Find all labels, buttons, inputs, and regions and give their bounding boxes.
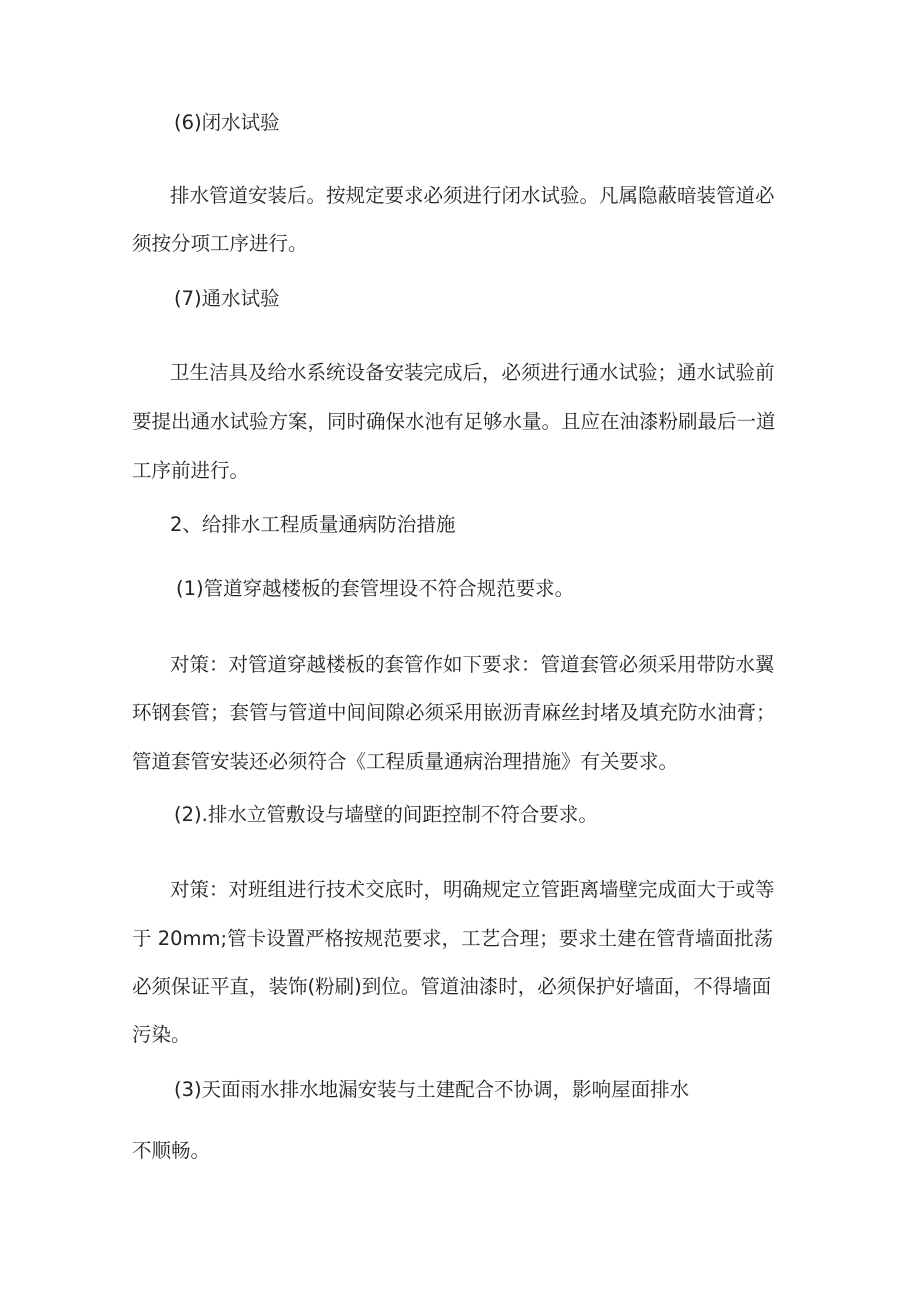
paragraph-line: 对策：对班组进行技术交底时，明确规定立管距离墙壁完成面大于或等 bbox=[170, 878, 775, 901]
paragraph-line: 排水管道安装后。按规定要求必须进行闭水试验。凡属隐蔽暗装管道必 bbox=[170, 184, 775, 207]
issue-heading: (3)天面雨水排水地漏安装与土建配合不协调，影响屋面排水 bbox=[174, 1078, 690, 1101]
paragraph-line: 卫生洁具及给水系统设备安装完成后，必须进行通水试验；通水试验前 bbox=[170, 361, 775, 384]
issue-heading: (2).排水立管敷设与墙壁的间距控制不符合要求。 bbox=[174, 803, 598, 826]
subheading-water-flow-test: (7)通水试验 bbox=[174, 287, 280, 310]
issue-heading: (1)管道穿越楼板的套管埋设不符合规范要求。 bbox=[176, 577, 575, 600]
section-heading: 2、给排水工程质量通病防治措施 bbox=[170, 513, 456, 536]
paragraph-line: 于 20mm;管卡设置严格按规范要求，工艺合理；要求土建在管背墙面批荡 bbox=[132, 927, 774, 950]
paragraph-line: 须按分项工序进行。 bbox=[132, 232, 308, 255]
paragraph-line: 不顺畅。 bbox=[132, 1139, 211, 1162]
paragraph-line: 环钢套管；套管与管道中间间隙必须采用嵌沥青麻丝封堵及填充防水油膏； bbox=[132, 701, 776, 724]
paragraph-line: 要提出通水试验方案，同时确保水池有足够水量。且应在油漆粉刷最后一道 bbox=[132, 410, 776, 433]
paragraph-line: 必须保证平直，装饰(粉刷)到位。管道油漆时，必须保护好墙面，不得墙面 bbox=[132, 975, 772, 998]
paragraph-line: 管道套管安装还必须符合《工程质量通病治理措施》有关要求。 bbox=[132, 750, 679, 773]
paragraph-line: 工序前进行。 bbox=[132, 459, 250, 482]
subheading-closed-water-test: (6)闭水试验 bbox=[174, 111, 280, 134]
paragraph-line: 对策：对管道穿越楼板的套管作如下要求：管道套管必须采用带防水翼 bbox=[170, 653, 775, 676]
paragraph-line: 污染。 bbox=[132, 1023, 191, 1046]
